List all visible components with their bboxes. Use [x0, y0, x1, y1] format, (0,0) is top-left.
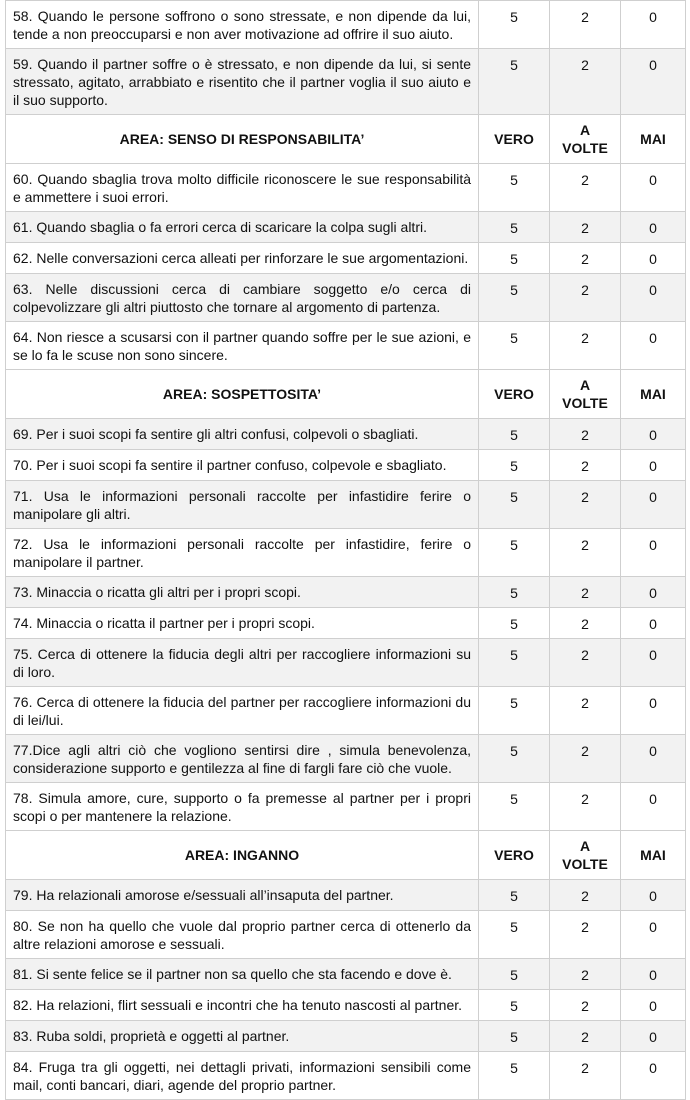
- questionnaire-body: [6, 1, 686, 1100]
- score-a-volte: 2: [550, 783, 621, 831]
- question-row: [6, 880, 686, 911]
- score-vero: 5: [479, 990, 550, 1021]
- question-row: [6, 1021, 686, 1052]
- score-a-volte: 2: [550, 212, 621, 243]
- question-row: [6, 959, 686, 990]
- score-mai: 0: [621, 419, 686, 450]
- column-header-a-volte: A VOLTE: [550, 831, 621, 880]
- score-mai: 0: [621, 639, 686, 687]
- question-row: [6, 529, 686, 577]
- score-mai: 0: [621, 274, 686, 322]
- question-row: [6, 735, 686, 783]
- question-text: 58. Quando le persone soffrono o sono stressate, e non dipende da lui, tende a non preoccuparsi e non aver motivazione ad offrire il suo aiuto.: [6, 1, 479, 49]
- question-row: [6, 481, 686, 529]
- score-mai: 0: [621, 911, 686, 959]
- question-text: 64. Non riesce a scusarsi con il partner quando soffre per le sue azioni, e se lo fa le scuse non sono sincere.: [6, 322, 479, 370]
- score-mai: 0: [621, 529, 686, 577]
- question-text: 69. Per i suoi scopi fa sentire gli altri confusi, colpevoli o sbagliati.: [6, 419, 479, 450]
- score-vero: 5: [479, 1052, 550, 1100]
- column-header-mai: MAI: [621, 370, 686, 419]
- score-a-volte: 2: [550, 274, 621, 322]
- score-mai: 0: [621, 880, 686, 911]
- score-mai: 0: [621, 959, 686, 990]
- question-text: 59. Quando il partner soffre o è stressato, e non dipende da lui, si sente stressato, agitato, arrabbiato e risentito che il partner voglia il suo aiuto e il suo supporto.: [6, 49, 479, 115]
- score-vero: 5: [479, 450, 550, 481]
- score-mai: 0: [621, 450, 686, 481]
- questionnaire-table: [5, 0, 686, 1100]
- score-a-volte: 2: [550, 639, 621, 687]
- question-text: 70. Per i suoi scopi fa sentire il partner confuso, colpevole e sbagliato.: [6, 450, 479, 481]
- column-header-mai: MAI: [621, 115, 686, 164]
- score-vero: 5: [479, 1, 550, 49]
- area-header-row: [6, 115, 686, 164]
- score-a-volte: 2: [550, 322, 621, 370]
- area-title: AREA: SOSPETTOSITA’: [6, 370, 479, 419]
- score-a-volte: 2: [550, 959, 621, 990]
- score-a-volte: 2: [550, 49, 621, 115]
- question-text: 84. Fruga tra gli oggetti, nei dettagli privati, informazioni sensibili come mail, conti bancari, diari, agende del proprio partner.: [6, 1052, 479, 1100]
- score-mai: 0: [621, 481, 686, 529]
- column-header-a-volte: A VOLTE: [550, 370, 621, 419]
- question-text: 76. Cerca di ottenere la fiducia del partner per raccogliere informazioni du di lei/lui.: [6, 687, 479, 735]
- score-vero: 5: [479, 959, 550, 990]
- score-a-volte: 2: [550, 481, 621, 529]
- score-vero: 5: [479, 274, 550, 322]
- question-text: 78. Simula amore, cure, supporto o fa premesse al partner per i propri scopi o per mantenere la relazione.: [6, 783, 479, 831]
- score-vero: 5: [479, 419, 550, 450]
- score-mai: 0: [621, 990, 686, 1021]
- score-a-volte: 2: [550, 450, 621, 481]
- score-a-volte: 2: [550, 608, 621, 639]
- question-text: 72. Usa le informazioni personali raccolte per infastidire, ferire o manipolare il partner.: [6, 529, 479, 577]
- question-row: [6, 608, 686, 639]
- question-row: [6, 687, 686, 735]
- score-a-volte: 2: [550, 1052, 621, 1100]
- question-text: 77.Dice agli altri ciò che vogliono sentirsi dire , simula benevolenza, considerazione supporto e gentilezza al fine di fargli fare ciò che vuole.: [6, 735, 479, 783]
- column-header-vero: VERO: [479, 831, 550, 880]
- score-mai: 0: [621, 212, 686, 243]
- score-vero: 5: [479, 529, 550, 577]
- score-vero: 5: [479, 1021, 550, 1052]
- area-title: AREA: INGANNO: [6, 831, 479, 880]
- score-a-volte: 2: [550, 1021, 621, 1052]
- score-vero: 5: [479, 880, 550, 911]
- score-vero: 5: [479, 322, 550, 370]
- score-vero: 5: [479, 608, 550, 639]
- question-row: [6, 639, 686, 687]
- score-mai: 0: [621, 1021, 686, 1052]
- score-a-volte: 2: [550, 880, 621, 911]
- score-a-volte: 2: [550, 164, 621, 212]
- question-text: 73. Minaccia o ricatta gli altri per i propri scopi.: [6, 577, 479, 608]
- question-text: 63. Nelle discussioni cerca di cambiare soggetto e/o cerca di colpevolizzare gli altri piuttosto che tornare al argomento di partenza.: [6, 274, 479, 322]
- column-header-vero: VERO: [479, 370, 550, 419]
- score-vero: 5: [479, 639, 550, 687]
- score-a-volte: 2: [550, 243, 621, 274]
- score-vero: 5: [479, 783, 550, 831]
- question-row: [6, 419, 686, 450]
- score-mai: 0: [621, 608, 686, 639]
- score-a-volte: 2: [550, 1, 621, 49]
- score-mai: 0: [621, 1, 686, 49]
- question-text: 80. Se non ha quello che vuole dal proprio partner cerca di ottenerlo da altre relazioni amorose e sessuali.: [6, 911, 479, 959]
- score-mai: 0: [621, 735, 686, 783]
- question-row: [6, 212, 686, 243]
- score-mai: 0: [621, 164, 686, 212]
- score-vero: 5: [479, 911, 550, 959]
- question-row: [6, 322, 686, 370]
- score-mai: 0: [621, 1052, 686, 1100]
- area-header-row: [6, 370, 686, 419]
- score-vero: 5: [479, 735, 550, 783]
- column-header-a-volte: A VOLTE: [550, 115, 621, 164]
- question-row: [6, 577, 686, 608]
- question-row: [6, 450, 686, 481]
- question-row: [6, 783, 686, 831]
- question-row: [6, 911, 686, 959]
- question-row: [6, 990, 686, 1021]
- question-text: 81. Si sente felice se il partner non sa quello che sta facendo e dove è.: [6, 959, 479, 990]
- score-a-volte: 2: [550, 990, 621, 1021]
- question-text: 62. Nelle conversazioni cerca alleati per rinforzare le sue argomentazioni.: [6, 243, 479, 274]
- column-header-mai: MAI: [621, 831, 686, 880]
- score-vero: 5: [479, 481, 550, 529]
- question-text: 60. Quando sbaglia trova molto difficile riconoscere le sue responsabilità e ammettere i suoi errori.: [6, 164, 479, 212]
- question-row: [6, 1052, 686, 1100]
- question-row: [6, 243, 686, 274]
- score-vero: 5: [479, 164, 550, 212]
- question-text: 82. Ha relazioni, flirt sessuali e incontri che ha tenuto nascosti al partner.: [6, 990, 479, 1021]
- question-text: 74. Minaccia o ricatta il partner per i propri scopi.: [6, 608, 479, 639]
- score-vero: 5: [479, 687, 550, 735]
- score-a-volte: 2: [550, 529, 621, 577]
- area-header-row: [6, 831, 686, 880]
- score-a-volte: 2: [550, 911, 621, 959]
- score-mai: 0: [621, 577, 686, 608]
- score-mai: 0: [621, 243, 686, 274]
- question-text: 75. Cerca di ottenere la fiducia degli altri per raccogliere informazioni su di loro.: [6, 639, 479, 687]
- score-a-volte: 2: [550, 687, 621, 735]
- question-text: 83. Ruba soldi, proprietà e oggetti al partner.: [6, 1021, 479, 1052]
- score-a-volte: 2: [550, 419, 621, 450]
- score-a-volte: 2: [550, 735, 621, 783]
- question-row: [6, 49, 686, 115]
- score-vero: 5: [479, 577, 550, 608]
- question-row: [6, 274, 686, 322]
- question-text: 79. Ha relazionali amorose e/sessuali all’insaputa del partner.: [6, 880, 479, 911]
- score-vero: 5: [479, 49, 550, 115]
- question-text: 61. Quando sbaglia o fa errori cerca di scaricare la colpa sugli altri.: [6, 212, 479, 243]
- score-mai: 0: [621, 322, 686, 370]
- score-mai: 0: [621, 687, 686, 735]
- area-title: AREA: SENSO DI RESPONSABILITA’: [6, 115, 479, 164]
- question-text: 71. Usa le informazioni personali raccolte per infastidire ferire o manipolare gli altri.: [6, 481, 479, 529]
- questionnaire-sheet: [5, 0, 685, 1100]
- question-row: [6, 164, 686, 212]
- score-mai: 0: [621, 783, 686, 831]
- score-vero: 5: [479, 212, 550, 243]
- score-mai: 0: [621, 49, 686, 115]
- question-row: [6, 1, 686, 49]
- score-vero: 5: [479, 243, 550, 274]
- score-a-volte: 2: [550, 577, 621, 608]
- column-header-vero: VERO: [479, 115, 550, 164]
